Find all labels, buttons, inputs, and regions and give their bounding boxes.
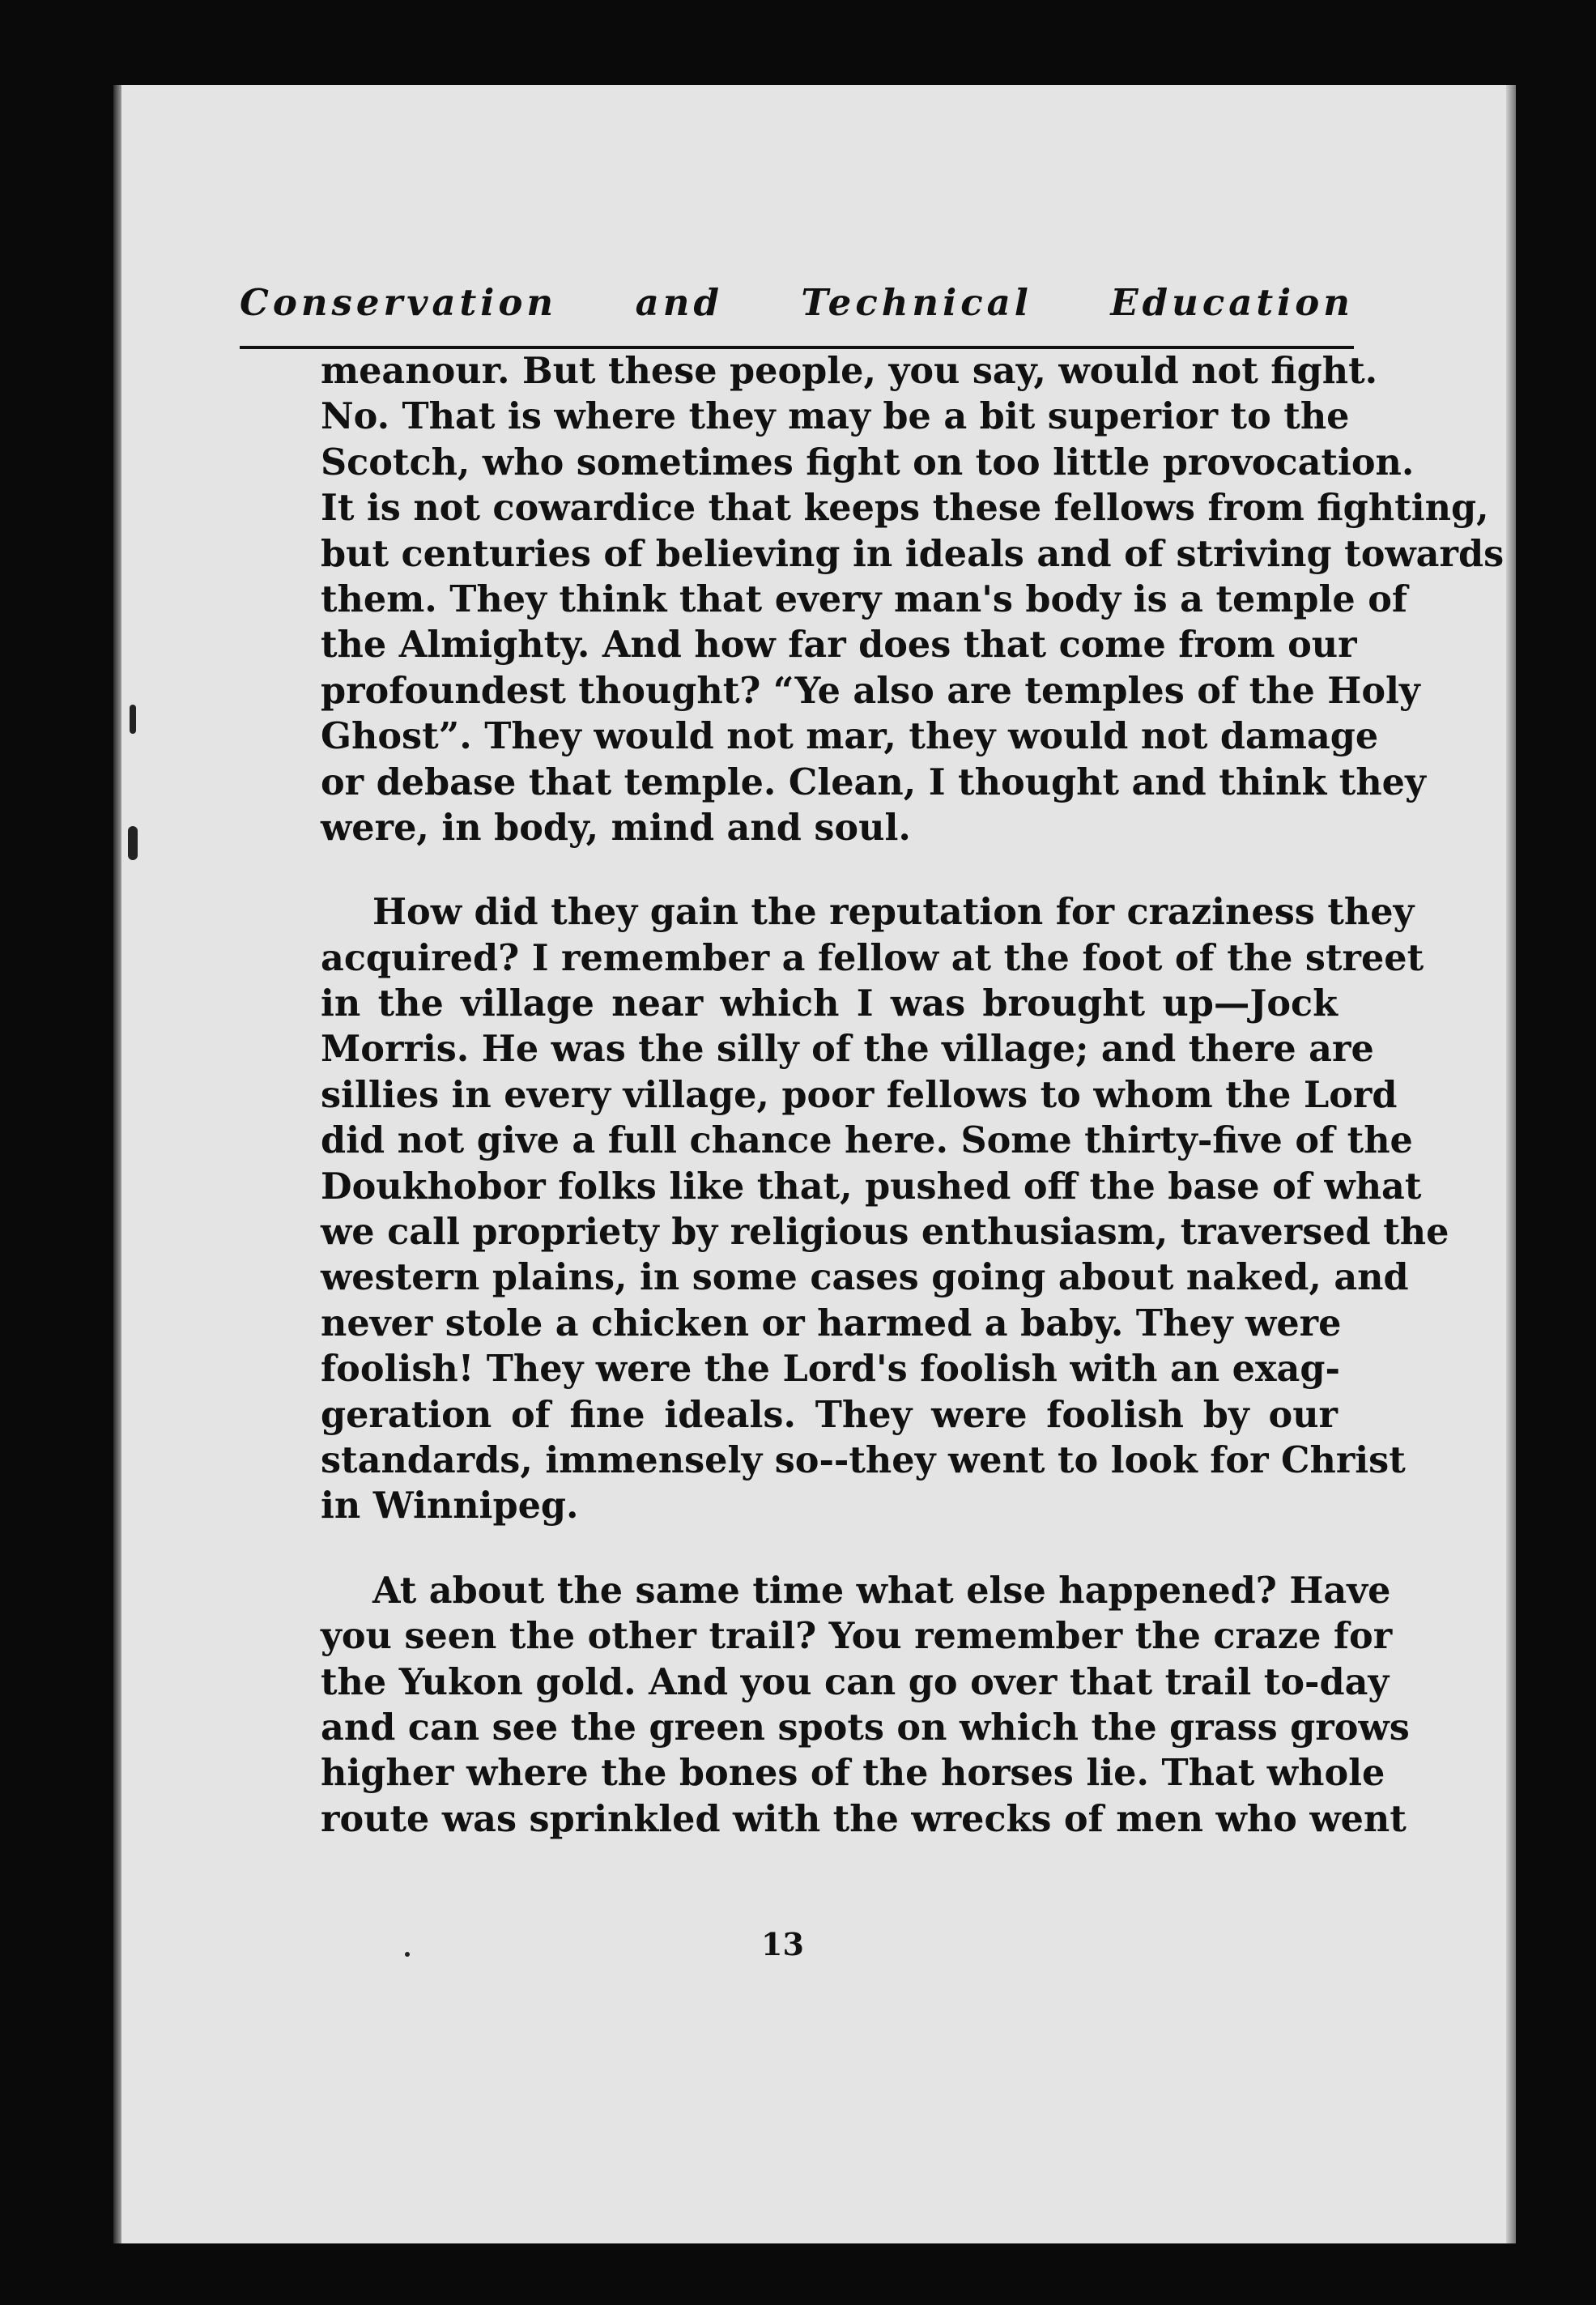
paragraph: [321, 1568, 1410, 1842]
text-line: geration of fine ideals. They were foolish by our: [321, 1393, 1338, 1436]
text-line: but centuries of believing in ideals and of striving towards: [321, 532, 1504, 575]
body-text: [321, 348, 1504, 1842]
text-line: foolish! They were the Lord's foolish with an exag-: [321, 1348, 1340, 1391]
text-line: we call propriety by religious enthusiasm, traversed the: [321, 1211, 1449, 1254]
text-line: were, in body, mind and soul.: [321, 806, 911, 849]
ink-speck: [130, 705, 136, 734]
text-line: western plains, in some cases going about naked, and: [321, 1256, 1409, 1299]
text-line: How did they gain the reputation for craziness they: [372, 891, 1415, 934]
page-outer-edge: [1506, 85, 1516, 2243]
running-head-title: Conservation and Technical Education: [240, 281, 1354, 324]
text-line: acquired? I remember a fellow at the foot of the street: [321, 936, 1424, 979]
text-line: route was sprinkled with the wrecks of men who went: [321, 1797, 1407, 1840]
text-line: At about the same time what else happened? Have: [372, 1569, 1391, 1612]
text-line: sillies in every village, poor fellows to whom the Lord: [321, 1073, 1398, 1116]
text-line: or debase that temple. Clean, I thought and think they: [321, 761, 1426, 803]
paragraph: [321, 348, 1504, 850]
text-line: Morris. He was the silly of the village; and there are: [321, 1028, 1374, 1071]
text-line: in the village near which I was brought up—Jock: [321, 982, 1338, 1025]
text-line: Doukhobor folks like that, pushed off the base of what: [321, 1165, 1422, 1208]
text-line: the Almighty. And how far does that come from our: [321, 624, 1357, 667]
text-line: in Winnipeg.: [321, 1485, 579, 1527]
text-line: and can see the green spots on which the grass grows: [321, 1706, 1410, 1749]
ink-speck: [128, 826, 138, 860]
text-line: never stole a chicken or harmed a baby. They were: [321, 1302, 1342, 1344]
text-line: Scotch, who sometimes fight on too little provocation.: [321, 441, 1415, 484]
text-line: standards, immensely so--they went to look for Christ: [321, 1438, 1406, 1481]
page-number: 13: [761, 1926, 804, 1962]
page-binding-edge: [113, 85, 121, 2243]
text-line: No. That is where they may be a bit superior to the: [321, 395, 1350, 438]
paragraph: [321, 889, 1449, 1528]
running-head: [240, 271, 1354, 349]
text-line: you seen the other trail? You remember the craze for: [321, 1615, 1393, 1658]
text-line: It is not cowardice that keeps these fellows from fighting,: [321, 487, 1489, 530]
text-line: meanour. But these people, you say, would not fight.: [321, 350, 1378, 392]
text-line: Ghost”. They would not mar, they would not damage: [321, 715, 1379, 758]
text-line: did not give a full chance here. Some thirty-five of the: [321, 1119, 1413, 1162]
text-line: profoundest thought? “Ye also are temples of the Holy: [321, 669, 1420, 712]
text-line: higher where the bones of the horses lie. That whole: [321, 1752, 1385, 1795]
ink-speck: [405, 1952, 410, 1957]
text-line: them. They think that every man's body is a temple of: [321, 577, 1408, 620]
text-line: the Yukon gold. And you can go over that trail to-day: [321, 1660, 1390, 1703]
